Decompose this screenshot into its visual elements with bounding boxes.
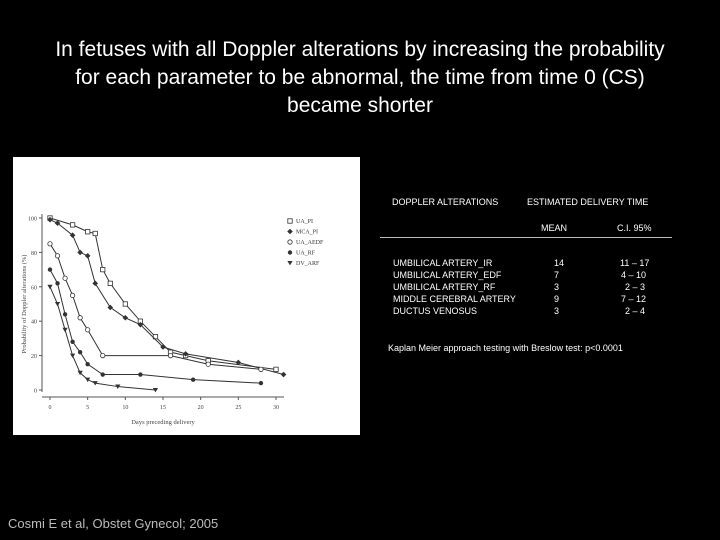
legend-marker-ua-rf bbox=[288, 250, 292, 254]
data-point-ua-rf bbox=[70, 340, 74, 344]
legend-marker-mca-pi bbox=[287, 229, 293, 235]
data-point-dv-arf bbox=[62, 328, 67, 332]
row-ci-5: 2 – 4 bbox=[625, 306, 646, 316]
row-mean-1: 14 bbox=[554, 258, 565, 268]
x-tick-label: 10 bbox=[122, 405, 129, 411]
row-name-3: UMBILICAL ARTERY_RF bbox=[393, 282, 496, 292]
row-mean-2: 7 bbox=[554, 270, 560, 280]
data-point-mca-pi bbox=[92, 281, 98, 287]
data-point-ua-aedf bbox=[78, 316, 82, 320]
data-point-ua-pi bbox=[101, 267, 105, 271]
data-point-ua-aedf bbox=[206, 362, 210, 366]
row-ci-2: 4 – 10 bbox=[621, 270, 647, 280]
data-point-ua-pi bbox=[93, 231, 97, 235]
x-tick-label: 15 bbox=[160, 405, 166, 411]
series-line-ua-aedf bbox=[50, 244, 261, 370]
data-point-ua-aedf bbox=[259, 367, 263, 371]
data-point-mca-pi bbox=[281, 372, 287, 378]
x-tick-label: 0 bbox=[48, 405, 52, 411]
row-name-5: DUCTUS VENOSUS bbox=[393, 306, 478, 316]
data-point-ua-rf bbox=[55, 281, 59, 285]
legend-marker-ua-pi bbox=[288, 219, 292, 223]
data-point-ua-rf bbox=[101, 372, 105, 376]
data-point-ua-aedf bbox=[70, 293, 74, 297]
legend-marker-ua-aedf bbox=[288, 240, 292, 244]
data-point-ua-pi bbox=[85, 230, 89, 234]
row-ci-3: 2 – 3 bbox=[625, 282, 646, 292]
header-estimated-delivery-time: ESTIMATED DELIVERY TIME bbox=[527, 197, 649, 207]
legend-label-dv-arf: DV_ARF bbox=[296, 261, 320, 268]
header-mean: MEAN bbox=[541, 223, 568, 233]
data-point-ua-rf bbox=[259, 381, 263, 385]
x-tick-label: 25 bbox=[235, 405, 242, 411]
row-mean-5: 3 bbox=[554, 306, 560, 316]
data-point-ua-aedf bbox=[55, 254, 59, 258]
x-tick-label: 20 bbox=[197, 405, 204, 411]
x-axis-label: Days preceding delivery bbox=[131, 419, 195, 426]
delivery-time-table bbox=[380, 190, 710, 360]
legend-label-ua-aedf: UA_AEDF bbox=[296, 240, 324, 247]
legend-label-ua-pi: UA_PI bbox=[296, 219, 314, 226]
data-point-ua-aedf bbox=[101, 353, 105, 357]
data-point-mca-pi bbox=[85, 253, 91, 259]
title-line-1: In fetuses with all Doppler alterations by increasing the probability bbox=[55, 38, 665, 61]
data-point-ua-aedf bbox=[85, 328, 89, 332]
data-point-ua-rf bbox=[138, 372, 142, 376]
data-point-ua-rf bbox=[191, 377, 195, 381]
data-point-ua-pi bbox=[123, 302, 127, 306]
row-name-2: UMBILICAL ARTERY_EDF bbox=[393, 270, 502, 280]
data-point-ua-pi bbox=[108, 281, 112, 285]
title-line-3: became shorter bbox=[287, 94, 433, 117]
data-point-ua-pi bbox=[70, 223, 74, 227]
title-line-2: for each parameter to be abnormal, the time from time 0 (CS) bbox=[75, 66, 645, 89]
y-tick-label: 40 bbox=[31, 319, 37, 326]
citation: Cosmi E et al, Obstet Gynecol; 2005 bbox=[8, 516, 219, 531]
legend-label-mca-pi: MCA_PI bbox=[296, 229, 319, 236]
table-divider bbox=[380, 237, 672, 238]
x-tick-label: 30 bbox=[273, 405, 279, 411]
table-footnote: Kaplan Meier approach testing with Breslow test: p<0.0001 bbox=[388, 343, 623, 353]
row-mean-4: 9 bbox=[554, 294, 560, 304]
data-point-ua-rf bbox=[63, 312, 67, 316]
data-point-ua-aedf bbox=[63, 276, 67, 280]
data-point-dv-arf bbox=[55, 302, 60, 306]
km-chart bbox=[13, 157, 360, 435]
legend-label-ua-rf: UA_RF bbox=[296, 250, 316, 257]
row-name-4: MIDDLE CEREBRAL ARTERY bbox=[393, 294, 516, 304]
y-tick-label: 80 bbox=[31, 250, 37, 257]
header-ci: C.I. 95% bbox=[617, 223, 652, 233]
slide-title bbox=[0, 36, 720, 120]
row-ci-1: 11 – 17 bbox=[620, 258, 650, 268]
y-axis-label: Probability of Doppler alterations (%) bbox=[21, 254, 28, 354]
data-point-mca-pi bbox=[123, 315, 129, 321]
data-point-mca-pi bbox=[107, 305, 113, 311]
data-point-ua-pi bbox=[274, 367, 278, 371]
y-tick-label: 20 bbox=[31, 354, 37, 361]
y-tick-label: 60 bbox=[31, 285, 37, 292]
data-point-ua-rf bbox=[78, 350, 82, 354]
row-mean-3: 3 bbox=[554, 282, 560, 292]
data-point-ua-rf bbox=[48, 267, 52, 271]
x-tick-label: 5 bbox=[86, 405, 90, 411]
data-point-ua-aedf bbox=[168, 353, 172, 357]
data-point-ua-rf bbox=[85, 362, 89, 366]
data-point-dv-arf bbox=[47, 285, 52, 289]
data-point-dv-arf bbox=[70, 354, 75, 358]
row-name-1: UMBILICAL ARTERY_IR bbox=[393, 258, 493, 268]
y-tick-label: 100 bbox=[28, 216, 37, 223]
chart-panel bbox=[13, 157, 360, 435]
row-ci-4: 7 – 12 bbox=[621, 294, 647, 304]
data-point-mca-pi bbox=[77, 250, 83, 256]
data-point-dv-arf bbox=[85, 378, 90, 382]
series-line-mca-pi bbox=[50, 220, 284, 375]
legend-marker-dv-arf bbox=[287, 261, 292, 265]
y-tick-label: 0 bbox=[34, 388, 37, 395]
data-point-ua-aedf bbox=[48, 242, 52, 246]
header-doppler-alterations: DOPPLER ALTERATIONS bbox=[392, 197, 499, 207]
